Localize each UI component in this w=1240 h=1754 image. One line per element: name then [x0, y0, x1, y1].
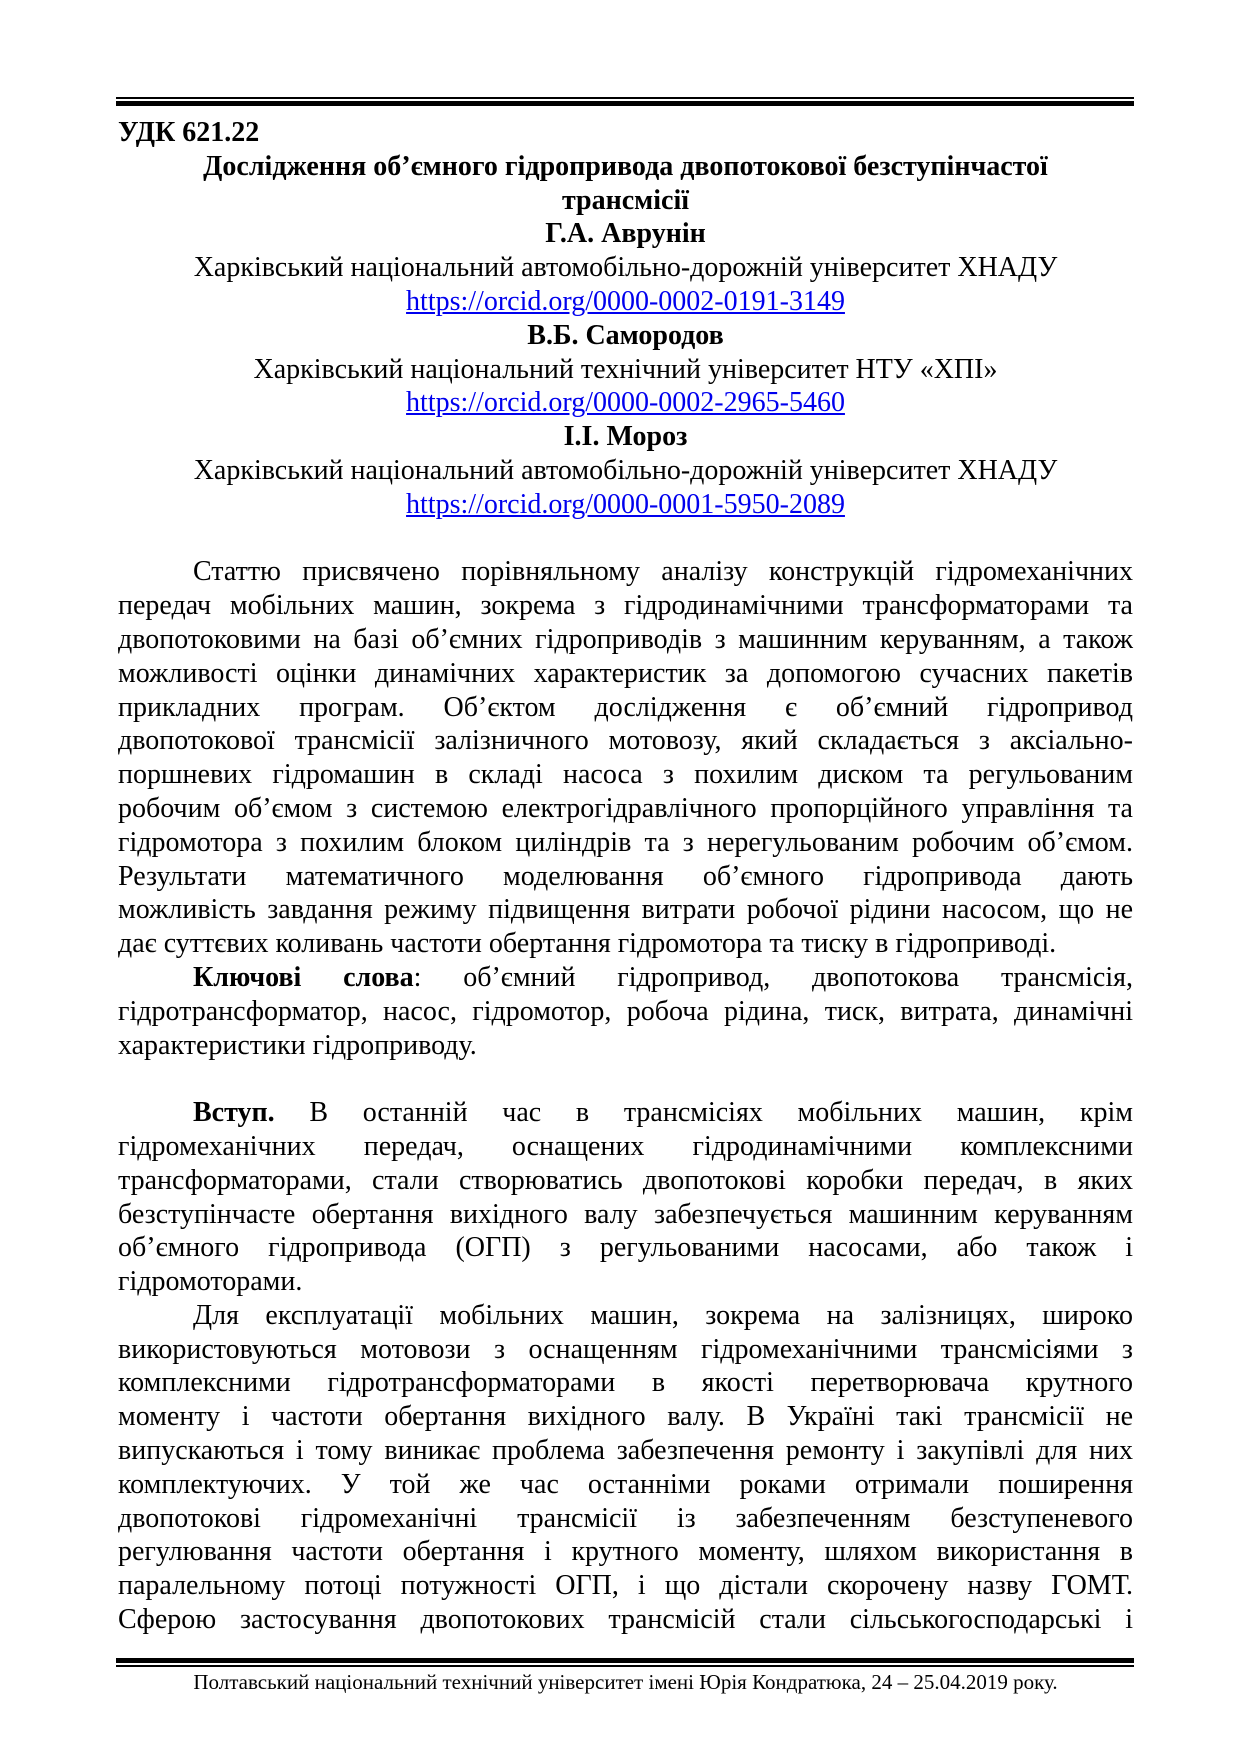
abstract-line: Статтю присвячено порівняльному аналізу конструкцій гідромеханічних [193, 556, 1133, 588]
keywords-label: Ключові слова [193, 961, 414, 993]
author-affiliation: Харківський національний автомобільно-дорожній університет ХНАДУ [193, 454, 1058, 486]
top-rule [116, 97, 1134, 106]
page-footer: Полтавський національний технічний університет імені Юрія Кондратюка, 24 – 25.04.2019 року. [193, 1670, 1058, 1694]
keywords-line: характеристики гідроприводу. [118, 1029, 477, 1061]
abstract-line: прикладних програм. Об’єктом дослідження є об’ємний гідропривод [118, 691, 1133, 723]
intro-label: Вступ. [193, 1097, 275, 1129]
keywords-text: : об’ємний гідропривод, двопотокова трансмісія, [413, 961, 1133, 993]
intro-line: безступінчасте обертання вихідного валу забезпечується машинним керуванням [118, 1198, 1133, 1230]
page-content [118, 116, 1133, 1637]
author-name: Г.А. Аврунін [545, 218, 706, 250]
keywords-line: гідротрансформатор, насос, гідромотор, робоча рідина, тиск, витрата, динамічні [118, 995, 1133, 1027]
abstract-line: поршневих гідромашин в складі насоса з похилим диском та регульованим [118, 759, 1133, 791]
abstract-line: дає суттєвих коливань частоти обертання гідромотора та тиску в гідроприводі. [118, 928, 1057, 960]
bottom-rule [116, 1658, 1134, 1667]
title-line-1: Дослідження об’ємного гідропривода двопотокової безступінчастої [203, 150, 1048, 182]
udk-code: УДК 621.22 [118, 117, 260, 148]
intro-line: регулювання частоти обертання і крутного моменту, шляхом використання в [118, 1536, 1133, 1568]
introduction [118, 1096, 1133, 1637]
abstract-line: робочим об’ємом з системою електрогідравлічного пропорційного управління та [118, 792, 1133, 824]
author-name: І.І. Мороз [563, 421, 688, 453]
intro-line: паралельному потоці потужності ОГП, і що дістали скорочену назву ГОМТ. [118, 1570, 1133, 1602]
intro-line: комплексними гідротрансформаторами в якості перетворювача крутного [118, 1367, 1133, 1399]
intro-line: моменту і частоти обертання вихідного валу. В Україні такі трансмісії не [118, 1401, 1133, 1433]
intro-line: гідромоторами. [118, 1266, 303, 1298]
keywords [118, 961, 1133, 1062]
author-affiliation: Харківський національний технічний університет НТУ «ХПІ» [253, 353, 998, 385]
intro-line: випускаються і тому виникає проблема забезпечення ремонту і закупівлі для них [118, 1435, 1133, 1467]
intro-line: двопотокові гідромеханічні трансмісії із забезпеченням безступеневого [118, 1502, 1133, 1534]
abstract-line: можливість завдання режиму підвищення витрати робочої рідини насосом, що не [118, 894, 1133, 926]
abstract-line: двопотоковими на базі об’ємних гідроприводів з машинним керуванням, а також [118, 623, 1133, 655]
abstract-line: Результати математичного моделювання об’ємного гідропривода дають [118, 860, 1133, 892]
intro-text: В останній час в трансмісіях мобільних машин, крім [274, 1097, 1133, 1129]
abstract-line: можливості оцінки динамічних характеристик за допомогою сучасних пакетів [118, 657, 1133, 689]
orcid-link[interactable]: https://orcid.org/0000-0002-0191-3149 [406, 285, 845, 317]
author-affiliation: Харківський національний автомобільно-дорожній університет ХНАДУ [193, 252, 1058, 284]
intro-line: комплектуючих. У той же час останніми роками отримали поширення [118, 1468, 1133, 1500]
abstract-line: двопотокової трансмісії залізничного мотовозу, який складається з аксіально- [118, 725, 1133, 757]
abstract-line: передач мобільних машин, зокрема з гідродинамічними трансформаторами та [118, 590, 1133, 622]
abstract-line: гідромотора з похилим блоком циліндрів та з нерегульованим робочим об’ємом. [118, 826, 1133, 858]
intro-line: Сферою застосування двопотокових трансмісій стали сільськогосподарські і [118, 1604, 1133, 1636]
intro-line: об’ємного гідропривода (ОГП) з регульованими насосами, або також і [118, 1232, 1133, 1264]
intro-line: Для експлуатації мобільних машин, зокрема на залізницях, широко [193, 1299, 1133, 1331]
orcid-link[interactable]: https://orcid.org/0000-0002-2965-5460 [406, 387, 845, 419]
intro-line: гідромеханічних передач, оснащених гідродинамічними комплексними [118, 1130, 1133, 1162]
intro-line: трансформаторами, стали створюватись двопотокові коробки передач, в яких [118, 1164, 1133, 1196]
title-line-2: трансмісії [561, 184, 690, 216]
abstract [118, 555, 1133, 961]
intro-line: використовуються мотовози з оснащенням гідромеханічними трансмісіями з [118, 1333, 1133, 1365]
author-name: В.Б. Самородов [527, 319, 724, 351]
orcid-link[interactable]: https://orcid.org/0000-0001-5950-2089 [406, 488, 845, 520]
